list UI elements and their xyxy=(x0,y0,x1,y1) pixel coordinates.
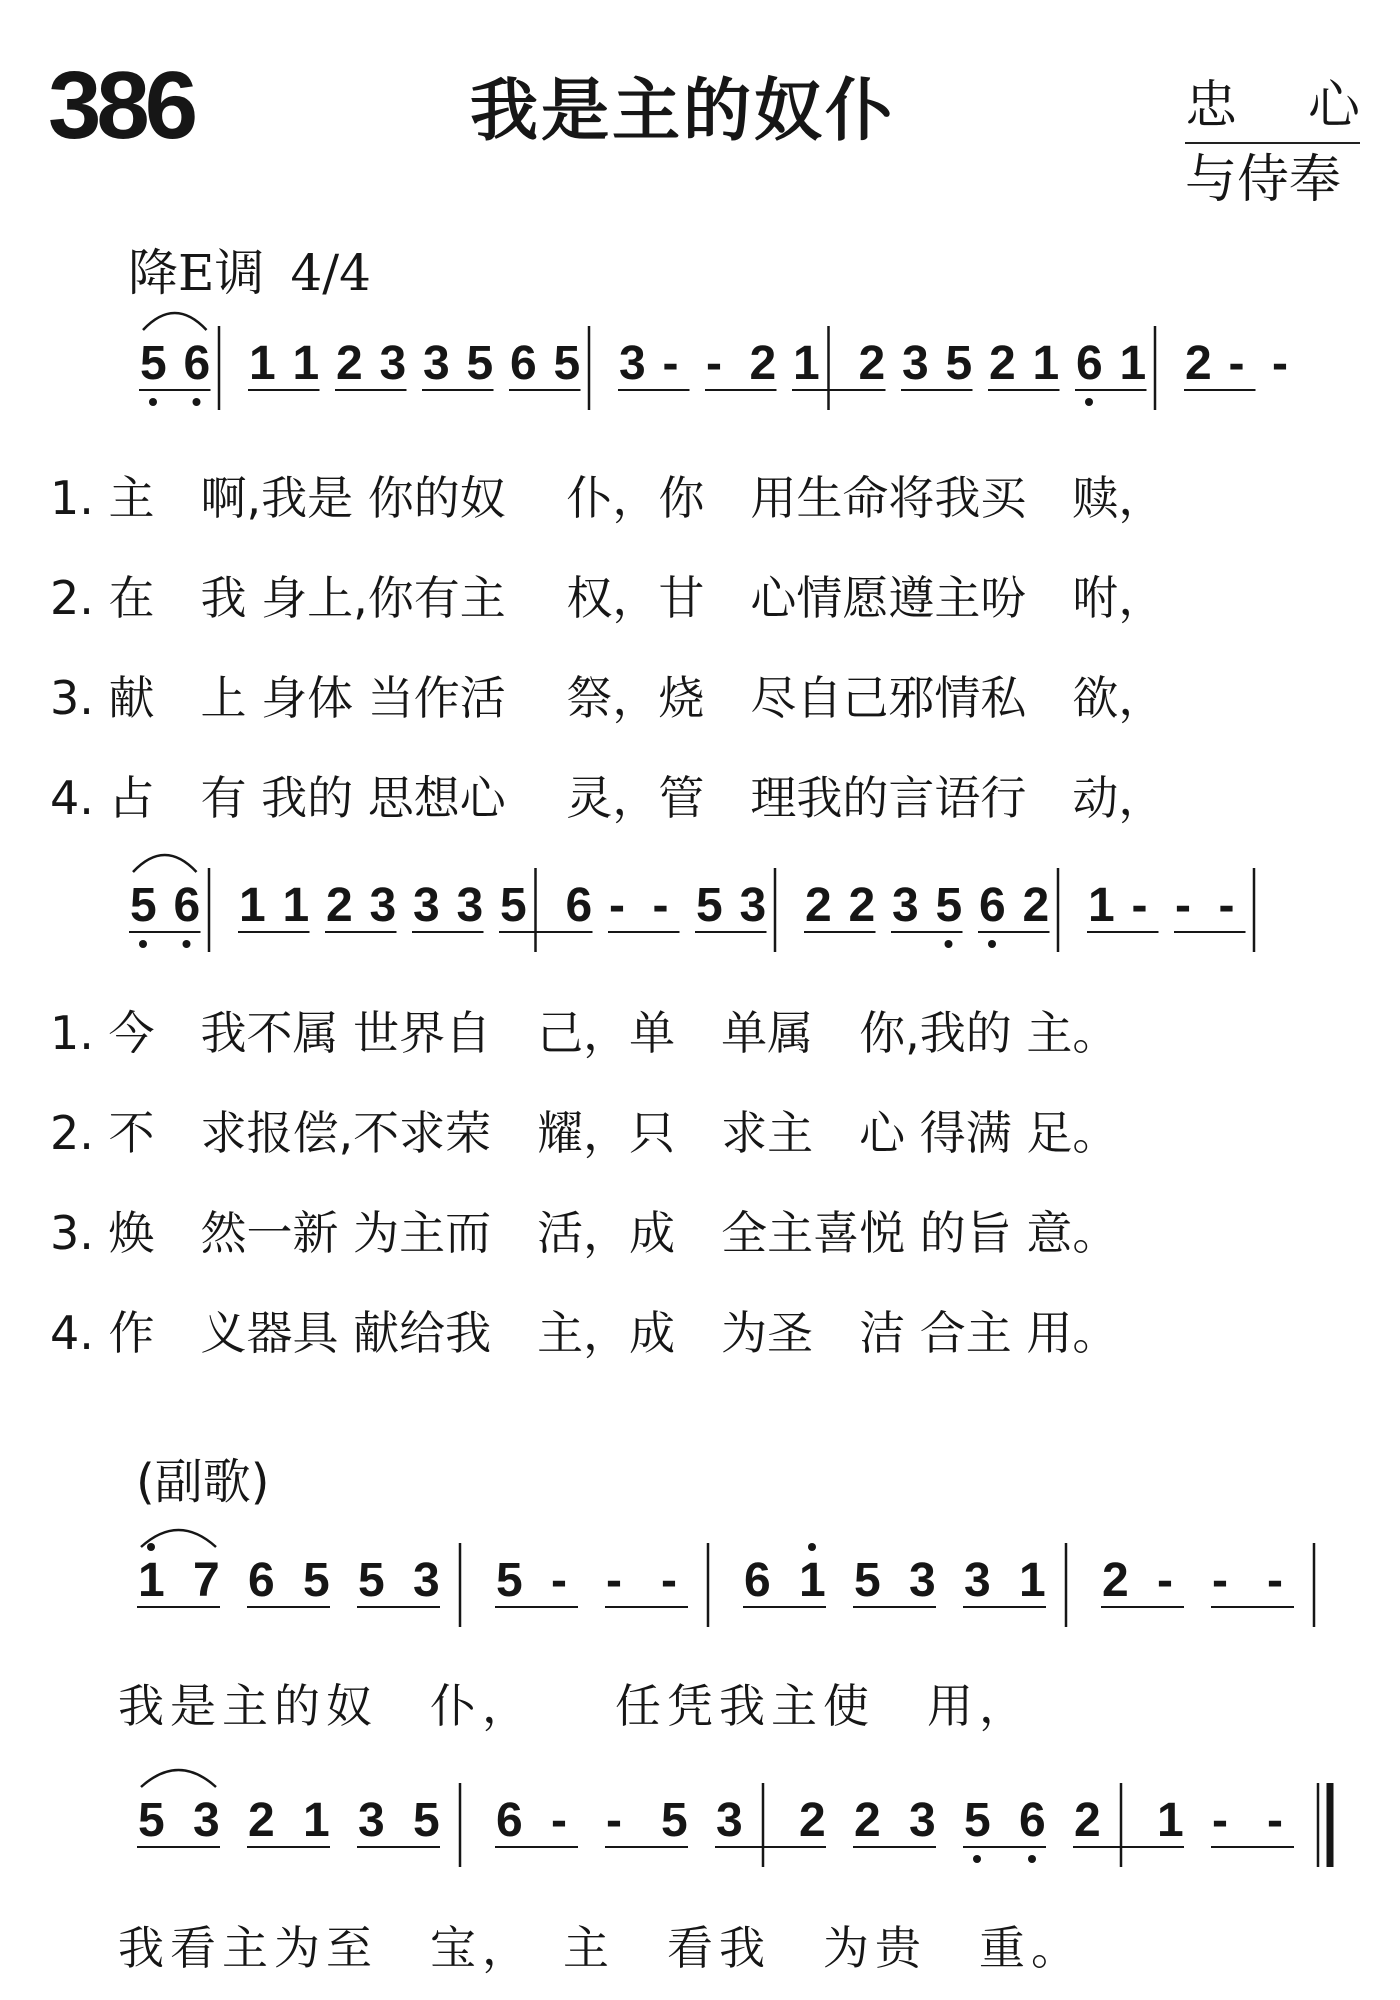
lyric-line: 4. 作 义器具 献给我 主，成 为圣 洁 合主 用。 xyxy=(50,1306,1119,1360)
note-digit: 2 xyxy=(326,879,353,932)
note-digit: 2 xyxy=(854,1794,881,1847)
note-digit: 5 xyxy=(696,879,723,932)
note-digit: 6 xyxy=(510,337,537,390)
author-char: 忠 xyxy=(1185,76,1238,136)
hymn-title: 我是主的奴仆 xyxy=(470,72,897,151)
note-digit: 3 xyxy=(902,337,929,390)
note-digit: 5 xyxy=(500,879,527,932)
note-digit: 1 xyxy=(138,1554,165,1607)
key-label: 降E调 xyxy=(128,244,265,302)
note-digit: 3 xyxy=(456,879,484,932)
lyric-line: 1. 主 啊,我是 你的奴 仆，你 用生命将我买 赎， xyxy=(50,471,1165,525)
note-digit: 5 xyxy=(303,1554,330,1607)
lyric-line: 2. 不 求报偿,不求荣 耀，只 求主 心 得满 足。 xyxy=(50,1106,1119,1160)
note-digit: 6 xyxy=(173,879,201,932)
note-digit: 3 xyxy=(423,337,450,390)
octave-low-dot xyxy=(183,940,191,948)
octave-low-dot xyxy=(973,1855,981,1863)
sustain-dash: - xyxy=(1175,879,1191,932)
note-digit: 3 xyxy=(739,879,767,932)
note-digit: 5 xyxy=(466,337,494,390)
octave-low-dot xyxy=(139,940,147,948)
note-digit: 1 xyxy=(249,337,276,390)
author-char: 心 xyxy=(1307,76,1360,136)
note-digit: 3 xyxy=(379,337,407,390)
sustain-dash: - xyxy=(1212,1554,1228,1607)
note-digit: 1 xyxy=(303,1794,330,1847)
octave-low-dot xyxy=(1085,398,1093,406)
note-digit: 6 xyxy=(1019,1794,1046,1847)
note-digit: 5 xyxy=(413,1794,440,1847)
note-digit: 1 xyxy=(292,337,320,390)
lyric-line: 3. 焕 然一新 为主而 活，成 全主喜悦 的旨 意。 xyxy=(50,1206,1119,1260)
sustain-dash: - xyxy=(1212,1794,1228,1847)
note-digit: 1 xyxy=(1088,879,1115,932)
sustain-dash: - xyxy=(1267,1554,1283,1607)
note-digit: 2 xyxy=(848,879,876,932)
slur xyxy=(143,313,207,330)
sustain-dash: - xyxy=(1218,879,1235,932)
octave-low-dot xyxy=(945,940,953,948)
lyric-line: 2. 在 我 身上,你有主 权，甘 心情愿遵主吩 咐， xyxy=(50,571,1165,625)
note-digit: 6 xyxy=(496,1794,523,1847)
note-digit: 6 xyxy=(744,1554,771,1607)
note-digit: 3 xyxy=(892,879,919,932)
note-digit: 2 xyxy=(248,1794,275,1847)
note-digit: 1 xyxy=(793,337,820,390)
note-digit: 2 xyxy=(858,337,886,390)
note-digit: 3 xyxy=(909,1554,936,1607)
note-digit: 5 xyxy=(553,337,581,390)
note-digit: 1 xyxy=(1157,1794,1184,1847)
sustain-dash: - xyxy=(1157,1554,1173,1607)
lyric-line: 4. 占 有 我的 思想心 灵，管 理我的言语行 动， xyxy=(50,771,1165,825)
sustain-dash: - xyxy=(1267,1794,1283,1847)
note-digit: 1 xyxy=(1032,337,1060,390)
slur xyxy=(133,855,197,872)
note-digit: 5 xyxy=(945,337,973,390)
sustain-dash: - xyxy=(652,879,669,932)
note-digit: 3 xyxy=(619,337,646,390)
note-digit: 5 xyxy=(496,1554,523,1607)
note-digit: 5 xyxy=(138,1794,165,1847)
note-digit: 3 xyxy=(193,1794,220,1847)
lyric-line: 我看主为至 宝， 主 看我 为贵 重。 xyxy=(118,1921,1083,1975)
note-digit: 3 xyxy=(413,1554,440,1607)
note-digit: 6 xyxy=(1076,337,1103,390)
sustain-dash: - xyxy=(1228,337,1245,390)
note-digit: 2 xyxy=(336,337,363,390)
note-digit: 2 xyxy=(1074,1794,1101,1847)
slur xyxy=(141,1770,216,1787)
hymn-number: 386 xyxy=(48,52,194,159)
note-digit: 1 xyxy=(282,879,310,932)
note-digit: 5 xyxy=(130,879,157,932)
note-digit: 3 xyxy=(369,879,397,932)
note-digit: 5 xyxy=(358,1554,385,1607)
note-digit: 1 xyxy=(799,1554,826,1607)
sustain-dash: - xyxy=(661,1554,677,1607)
sustain-dash: - xyxy=(662,337,679,390)
sustain-dash: - xyxy=(1272,337,1288,390)
note-digit: 2 xyxy=(989,337,1016,390)
note-digit: 7 xyxy=(193,1554,220,1607)
note-digit: 6 xyxy=(183,337,211,390)
note-digit: 2 xyxy=(749,337,777,390)
lyric-line: 我是主的奴 仆， 任凭我主使 用， xyxy=(118,1679,1031,1733)
octave-low-dot xyxy=(988,940,996,948)
sustain-dash: - xyxy=(1131,879,1148,932)
note-digit: 3 xyxy=(716,1794,743,1847)
octave-low-dot xyxy=(193,398,201,406)
sustain-dash: - xyxy=(551,1554,567,1607)
note-digit: 3 xyxy=(909,1794,936,1847)
author-line-2: 与侍奉 xyxy=(1185,150,1342,210)
note-digit: 1 xyxy=(1019,1554,1046,1607)
note-digit: 3 xyxy=(358,1794,385,1847)
sustain-dash: - xyxy=(706,337,722,390)
note-digit: 2 xyxy=(805,879,832,932)
note-digit: 2 xyxy=(799,1794,826,1847)
note-digit: 2 xyxy=(1102,1554,1129,1607)
sustain-dash: - xyxy=(609,879,625,932)
note-digit: 5 xyxy=(854,1554,881,1607)
note-digit: 6 xyxy=(248,1554,275,1607)
lyric-line: 3. 献 上 身体 当作活 祭，烧 尽自己邪情私 欲， xyxy=(50,671,1165,725)
sustain-dash: - xyxy=(551,1794,567,1847)
note-digit: 2 xyxy=(1185,337,1212,390)
note-digit: 5 xyxy=(935,879,963,932)
octave-low-dot xyxy=(1028,1855,1036,1863)
note-digit: 1 xyxy=(1119,337,1147,390)
time-signature: 4/4 xyxy=(290,244,371,302)
note-digit: 6 xyxy=(979,879,1006,932)
sustain-dash: - xyxy=(606,1794,622,1847)
note-digit: 3 xyxy=(413,879,440,932)
lyric-line: 1. 今 我不属 世界自 己，单 单属 你,我的 主。 xyxy=(50,1006,1119,1060)
note-digit: 2 xyxy=(1022,879,1050,932)
octave-high-dot xyxy=(147,1543,155,1551)
octave-low-dot xyxy=(149,398,157,406)
note-digit: 5 xyxy=(661,1794,688,1847)
note-digit: 6 xyxy=(565,879,593,932)
note-digit: 5 xyxy=(140,337,167,390)
chorus-label: (副歌) xyxy=(136,1454,270,1510)
sustain-dash: - xyxy=(606,1554,622,1607)
note-digit: 3 xyxy=(964,1554,991,1607)
note-digit: 1 xyxy=(239,879,266,932)
note-digit: 5 xyxy=(964,1794,991,1847)
octave-high-dot xyxy=(808,1543,816,1551)
